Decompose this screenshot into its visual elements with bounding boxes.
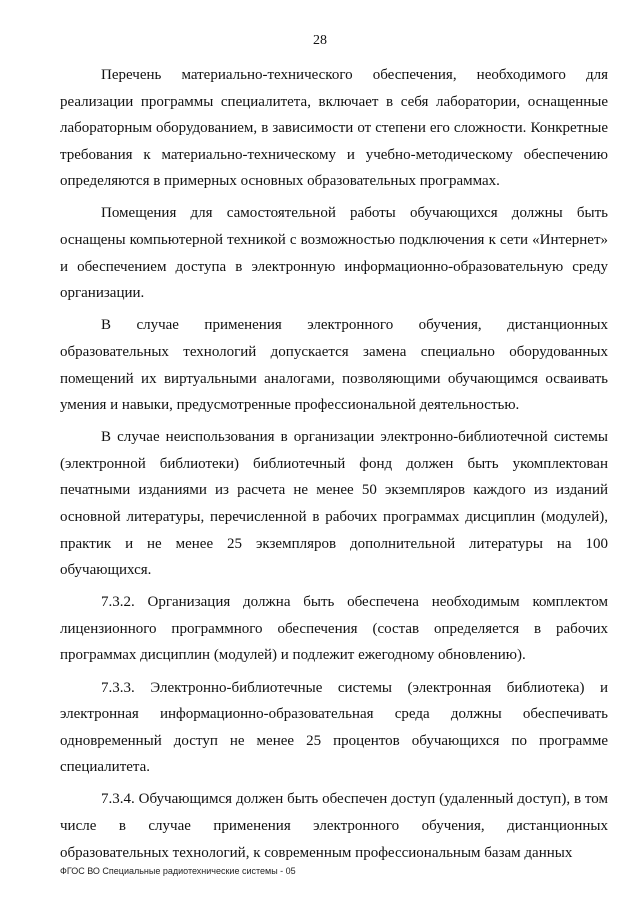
paragraph-7-3-2: 7.3.2. Организация должна быть обеспечена необходимым комплектом лицензионного программного обеспечения (состав определяется в рабочих программах дисциплин (модулей) и подлежит ежегодному обновлению). [60,594,608,664]
body-text [60,62,608,872]
page-number: 28 [313,33,327,48]
paragraph-e-learning: В случае применения электронного обучения, дистанционных образовательных технологий допускается замена специально оборудованных помещений их виртуальными аналогами, позволяющими обучающимся осваивать умения и навыки, предусмотренные профессиональной деятельностью. [60,317,608,414]
paragraph-7-3-4: 7.3.4. Обучающимся должен быть обеспечен доступ (удаленный доступ), в том числе в случае применения электронного обучения, дистанционных образовательных технологий, к современным профессиональным базам данных [60,791,608,861]
paragraph-equipment-list: Перечень материально-технического обеспечения, необходимого для реализации программы специалитета, включает в себя лаборатории, оснащенные лабораторным оборудованием, в зависимости от степени его сложности. Конкретные требования к материально-техническому и учебно-методическому обеспечению определяются в примерных основных образовательных программах. [60,67,608,190]
paragraph-library-fund: В случае неиспользования в организации электронно-библиотечной системы (электронной библиотеки) библиотечный фонд должен быть укомплектован печатными изданиями из расчета не менее 50 экземпляров каждого из изданий основной литературы, перечисленной в рабочих программах дисциплин (модулей), практик и не менее 25 экземпляров дополнительной литературы на 100 обучающихся. [60,429,608,579]
footer-text: ФГОС ВО Специальные радиотехнические системы - 05 [60,866,296,876]
paragraph-self-study-rooms: Помещения для самостоятельной работы обучающихся должны быть оснащены компьютерной техникой с возможностью подключения к сети «Интернет» и обеспечением доступа в электронную информационно-образовательную среду организации. [60,205,608,302]
paragraph-7-3-3: 7.3.3. Электронно-библиотечные системы (электронная библиотека) и электронная информационно-образовательная среда должны обеспечивать одновременный доступ не менее 25 процентов обучающихся по программе специалитета. [60,679,608,776]
